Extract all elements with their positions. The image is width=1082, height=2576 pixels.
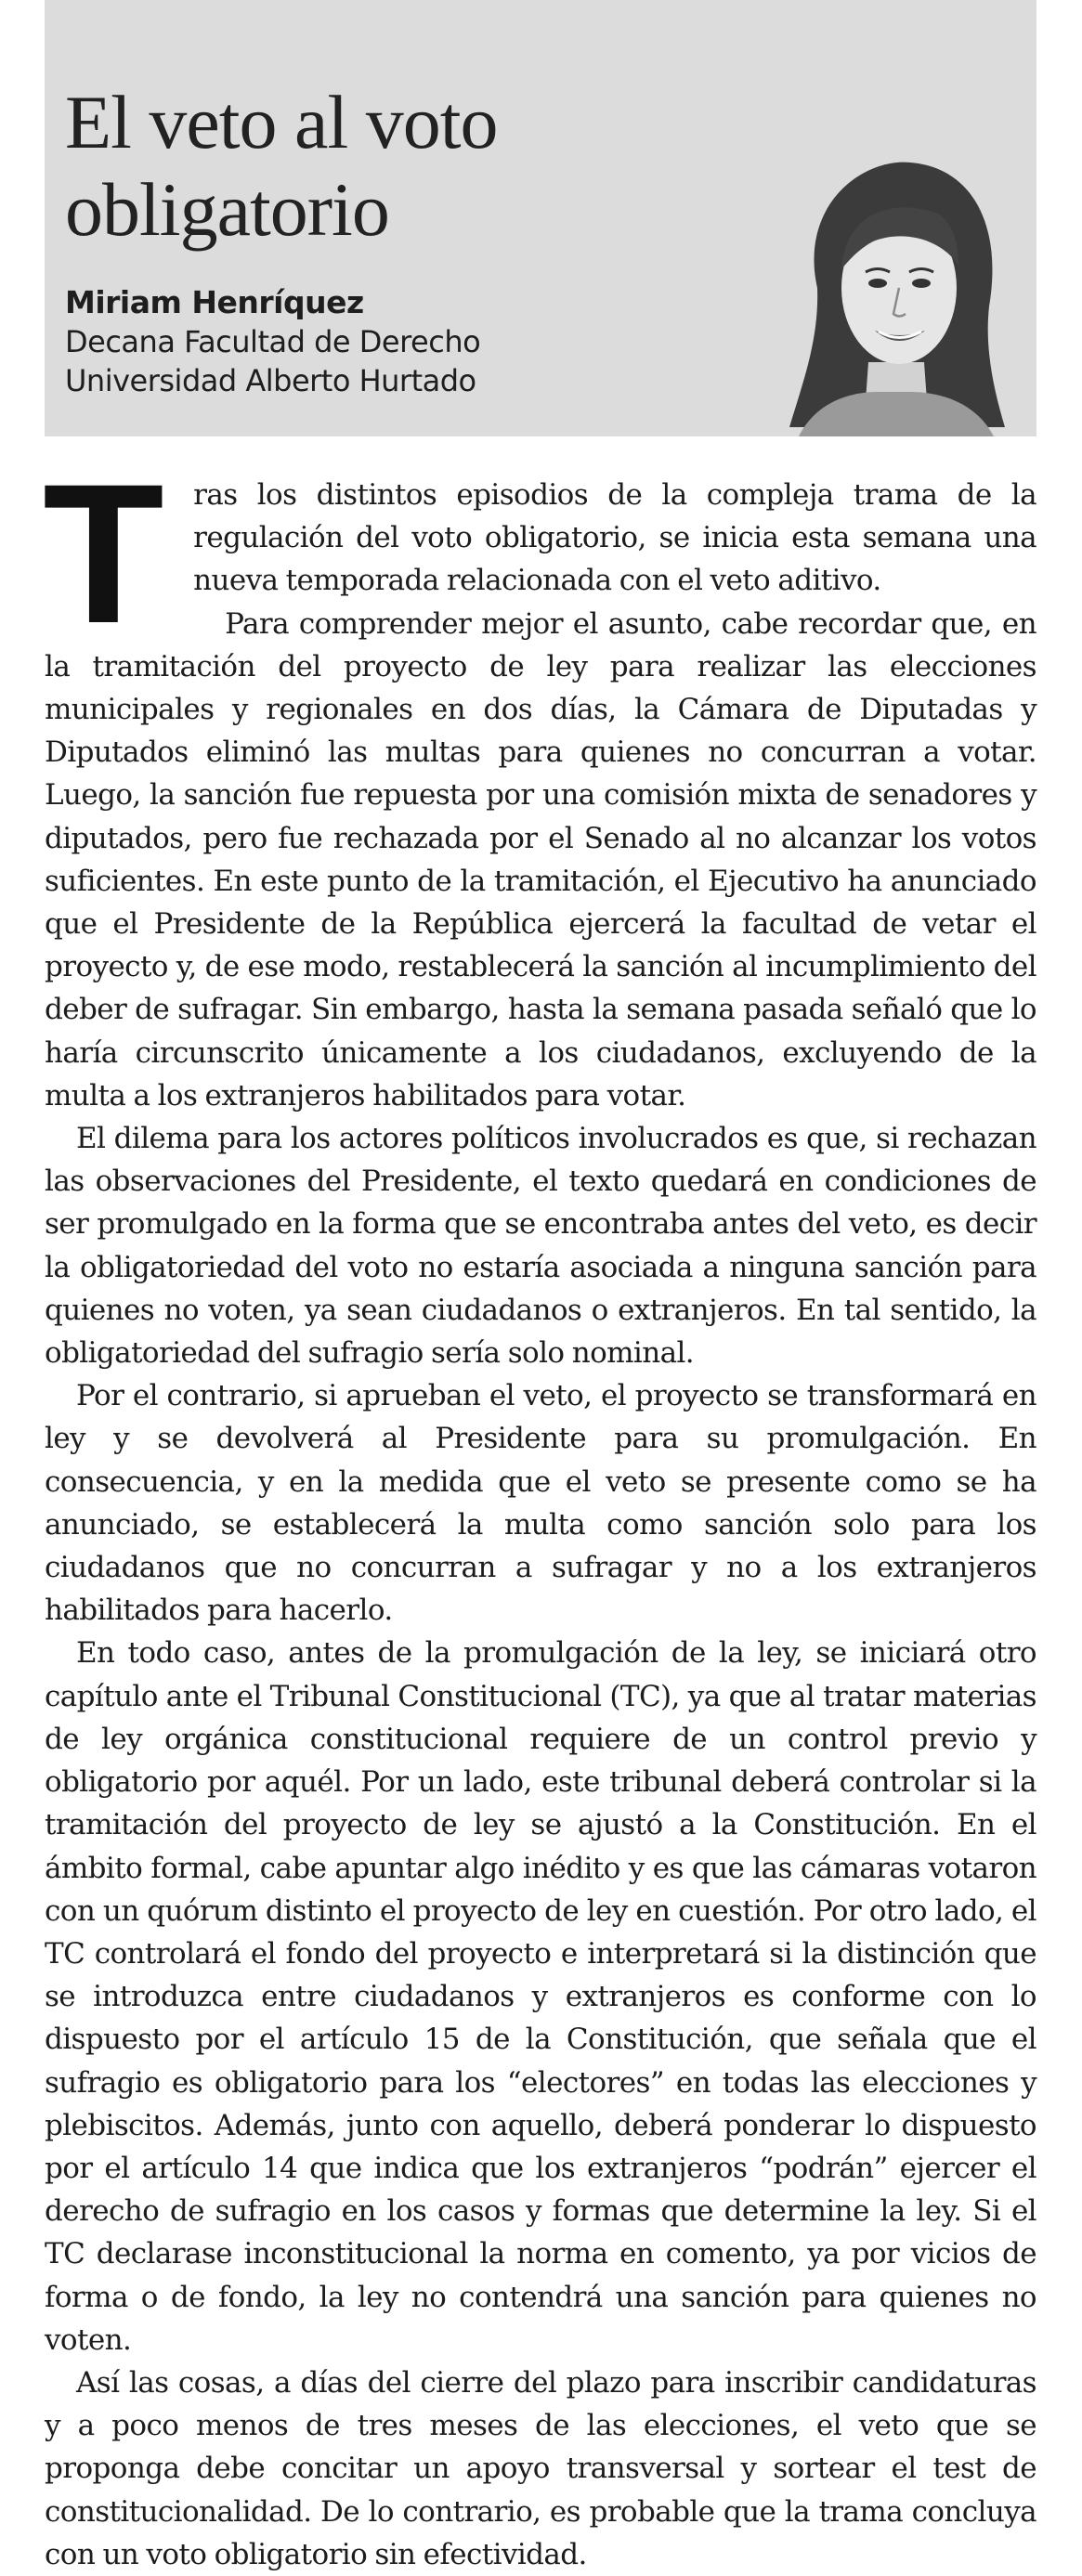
article-paragraph-3: El dilema para los actores políticos involucrados es que, si rechazan las observaciones del Presidente, el texto quedará en condiciones de ser promulgado en la forma que se encontraba antes del veto, es decir la obligatoriedad del voto no estaría asociada a ninguna sanción para quienes no voten, ya sean ciudadanos o extranjeros. En tal sentido, la obligatoriedad del sufragio sería solo nominal. bbox=[45, 1122, 1036, 1371]
article-paragraph-2: Para comprender mejor el asunto, cabe recordar que, en la tramitación del proyecto de ley para realizar las elecciones municipales y regionales en dos días, la Cámara de Diputadas y Diputados eliminó las multas para quienes no concurran a votar. Luego, la sanción fue repuesta por una comisión mixta de senadores y diputados, pero fue rechazada por el Senado al no alcanzar los votos suficientes. En este punto de la tramitación, el Ejecutivo ha anunciado que el Presidente de la República ejercerá la facultad de vetar el proyecto y, de ese modo, restablecerá la sanción al incumplimiento del deber de sufragar. Sin embargo, hasta la semana pasada señaló que lo haría circunscrito únicamente a los ciudadanos, excluyendo de la multa a los extranjeros habilitados para votar. bbox=[45, 606, 1036, 1112]
author-role-line1: Decana Facultad de Derecho bbox=[65, 324, 481, 359]
article-paragraph-1 bbox=[43, 443, 1036, 665]
drop-cap: T bbox=[43, 443, 164, 665]
first-paragraph-text: ras los distintos episodios de la compleja trama de la regulación del voto obligatorio, se inicia esta semana una nueva temporada relacionada con el veto aditivo. bbox=[193, 478, 1036, 598]
article-paragraph-5: En todo caso, antes de la promulgación de la ley, se iniciará otro capítulo ante el Tribunal Constitucional (TC), ya que al tratar materias de ley orgánica constitucional requiere de un control previo y obligatorio por aquél. Por un lado, este tribunal deberá controlar si la tramitación del proyecto de ley se ajustó a la Constitución. En el ámbito formal, cabe apuntar algo inédito y es que las cámaras votaron con un quórum distinto el proyecto de ley en cuestión. Por otro lado, el TC controlará el fondo del proyecto e interpretará si la distinción que se introduzca entre ciudadanos y extranjeros es conforme con lo dispuesto por el artículo 15 de la Constitución, que señala que el sufragio es obligatorio para los “electores” en todas las elecciones y plebiscitos. Además, junto con aquello, deberá ponderar lo dispuesto por el artículo 14 que indica que los extranjeros “podrán” ejercer el derecho de sufragio en los casos y formas que determine la ley. Si el TC declarase inconstitucional la norma en comento, ya por vicios de forma o de fondo, la ley no contendrá una sanción para quienes no voten. bbox=[45, 1636, 1036, 2357]
article-paragraph-6: Así las cosas, a días del cierre del plazo para inscribir candidaturas y a poco menos de tres meses de las elecciones, el veto que se proponga debe concitar un apoyo transversal y sortear el test de constitucionalidad. De lo contrario, es probable que la trama concluya con un voto obligatorio sin efectividad. bbox=[45, 2365, 1036, 2571]
author-portrait bbox=[762, 149, 1022, 436]
article-paragraph-4: Por el contrario, si aprueban el veto, el proyecto se transformará en ley y se devolverá al Presidente para su promulgación. En consecuencia, y en la medida que el veto se presente como se ha anunciado, se establecerá la multa como sanción solo para los ciudadanos que no concurran a sufragar y no a los extranjeros habilitados para hacerlo. bbox=[45, 1379, 1036, 1628]
article-body bbox=[43, 443, 1036, 2576]
author-role-line2: Universidad Alberto Hurtado bbox=[65, 363, 476, 398]
author-name: Miriam Henríquez bbox=[65, 284, 364, 320]
article-title: El veto al voto obligatorio bbox=[65, 79, 498, 252]
author-byline bbox=[65, 283, 480, 400]
